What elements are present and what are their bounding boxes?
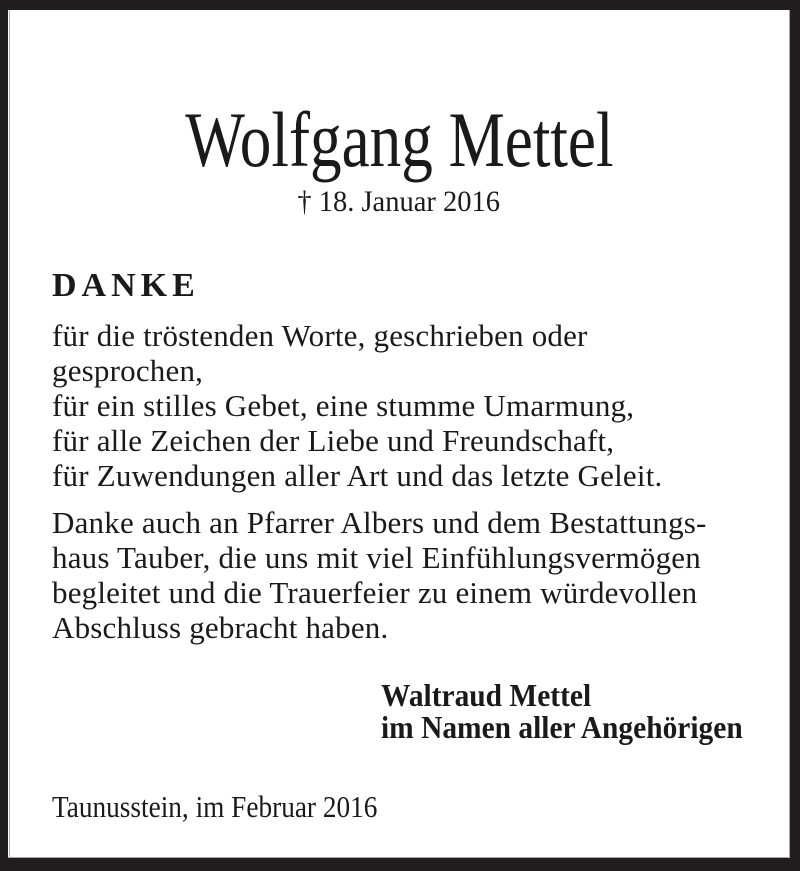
place-date-line: [52, 790, 746, 824]
text-line: für alle Zeichen der Liebe und Freundschaft,: [52, 423, 615, 458]
text-line: für Zuwendungen aller Art und das letzte Geleit.: [52, 458, 663, 493]
notice-page: [8, 10, 790, 858]
acknowledgement-paragraph: [52, 505, 746, 645]
place-date-text: Taunusstein, im Februar 2016: [52, 789, 378, 824]
thanks-paragraph: [52, 318, 746, 493]
thanks-heading: DANKE: [52, 267, 200, 304]
text-line: für ein stilles Gebet, eine stumme Umarmung,: [52, 388, 635, 423]
text-line: haus Tauber, die uns mit viel Einfühlungsvermögen: [52, 540, 701, 575]
deceased-name: [52, 96, 746, 183]
signature-block: [381, 679, 746, 743]
deceased-name-text: Wolfgang Mettel: [184, 96, 614, 183]
text-line: für die tröstenden Worte, geschrieben oder gesprochen,: [52, 318, 588, 388]
text-line: Danke auch an Pfarrer Albers und dem Bestattungs-: [52, 505, 707, 540]
death-date-text: † 18. Januar 2016: [297, 185, 501, 218]
text-line: begleitet und die Trauerfeier zu einem würdevollen: [52, 575, 698, 610]
death-date: [52, 185, 746, 218]
text-line: Abschluss gebracht haben.: [52, 610, 389, 645]
text-line: Waltraud Mettel: [381, 677, 592, 713]
text-line: im Namen aller Angehörigen: [381, 709, 743, 745]
